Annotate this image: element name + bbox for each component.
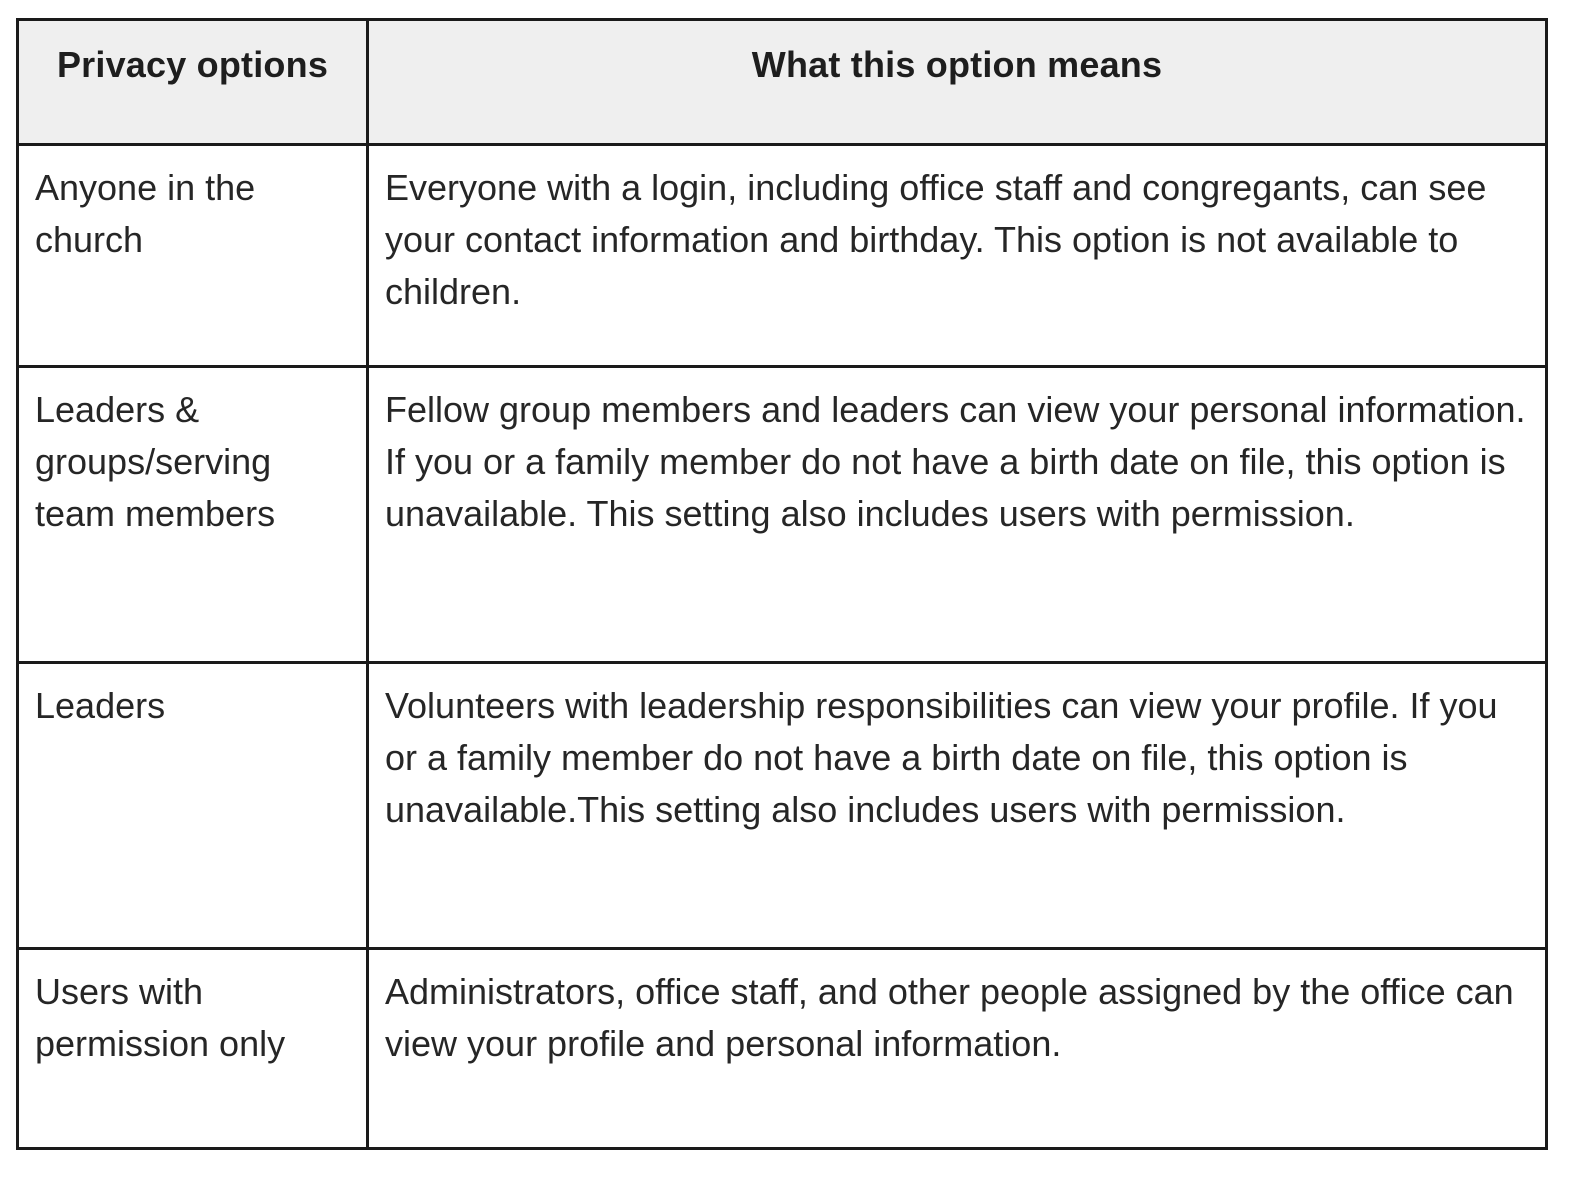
option-cell: Users with permission only xyxy=(18,949,368,1149)
table-header xyxy=(18,20,1547,145)
table-body xyxy=(18,145,1547,1149)
table-row xyxy=(18,145,1547,367)
table-row xyxy=(18,949,1547,1149)
column-header-option-meaning: What this option means xyxy=(368,20,1547,145)
header-row xyxy=(18,20,1547,145)
meaning-cell: Everyone with a login, including office staff and congregants, can see your contact information and birthday. This option is not available to children. xyxy=(368,145,1547,367)
option-cell: Anyone in the church xyxy=(18,145,368,367)
table-row xyxy=(18,663,1547,949)
meaning-cell: Volunteers with leadership responsibilities can view your profile. If you or a family member do not have a birth date on file, this option is unavailable.This setting also includes users with permission. xyxy=(368,663,1547,949)
option-cell: Leaders xyxy=(18,663,368,949)
privacy-options-table xyxy=(16,18,1548,1150)
privacy-table-container xyxy=(16,18,1548,1150)
meaning-cell: Fellow group members and leaders can view your personal information. If you or a family member do not have a birth date on file, this option is unavailable. This setting also includes users with permission. xyxy=(368,367,1547,663)
table-row xyxy=(18,367,1547,663)
option-cell: Leaders & groups/serving team members xyxy=(18,367,368,663)
column-header-privacy-options: Privacy options xyxy=(18,20,368,145)
meaning-cell: Administrators, office staff, and other people assigned by the office can view your profile and personal information. xyxy=(368,949,1547,1149)
